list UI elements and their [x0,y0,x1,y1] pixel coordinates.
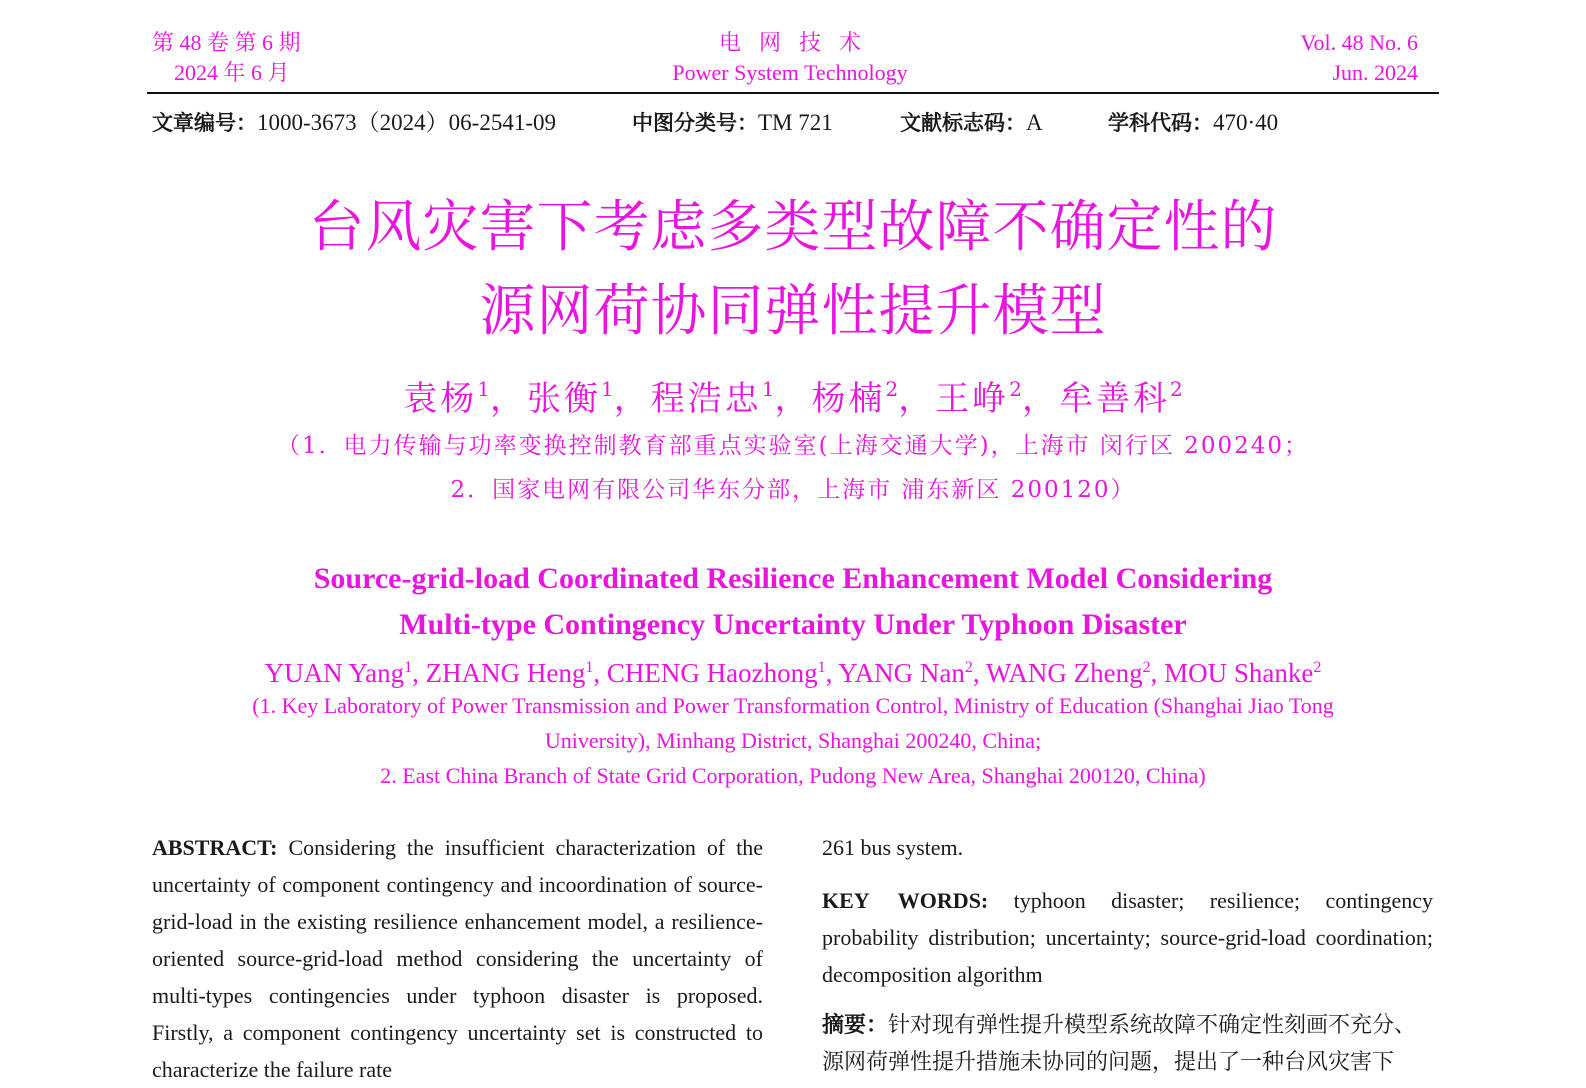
title-cn-line-1: 台风灾害下考虑多类型故障不确定性的 [308,195,1278,260]
abstract-continuation: 261 bus system. [822,835,964,860]
date-en: Jun. 2024 [1332,60,1418,85]
author-affiliation-mark: 1 [761,377,775,401]
author-name: WANG Zheng [985,658,1143,688]
keywords-text: typhoon disaster; resilience; contingency probability distribution; uncertainty; source-grid-load coordination; decomposition algorithm [822,888,1434,987]
article-number: 文章编号：1000-3673（2024）06-2541-09 [152,110,556,135]
affiliation-cn-line-2: 2．国家电网有限公司华东分部，上海市 浦东新区 200120） [450,477,1136,503]
author-affiliation-mark: 2 [1142,659,1151,676]
date-cn: 2024 年 6 月 [174,60,290,85]
keywords-en [822,882,1433,993]
paper-title-en [0,556,1586,648]
author-separator: ， [1021,379,1059,419]
volume-issue-cn: 第 48 卷 第 6 期 [152,30,301,55]
journal-name-cn: 电网技术 [718,30,879,55]
author-name: 袁杨 [403,379,478,419]
author-separator: , [593,658,607,688]
abstract-label: ABSTRACT: [152,835,278,860]
author-separator: ， [774,379,812,419]
header-rule [147,92,1439,94]
author-name: 张衡 [527,379,602,419]
abstract-cn-line-2: 源网荷弹性提升措施未协同的问题，提出了一种台风灾害下 [822,1050,1395,1075]
author-affiliation-mark: 1 [601,377,614,401]
author-name: 程浩忠 [650,379,762,419]
subject-code: 学科代码：470·40 [1108,110,1279,135]
abstract-cn-label: 摘要： [822,1013,889,1038]
title-cn-line-2: 源网荷协同弹性提升模型 [479,279,1107,344]
author-name: ZHANG Heng [425,658,586,688]
paper-title-cn [0,186,1586,354]
author-affiliation-mark: 2 [1313,659,1322,676]
author-name: 杨楠 [811,379,886,419]
author-affiliation-mark: 2 [964,659,973,676]
authors-cn [0,364,1586,424]
author-affiliation-mark: 1 [477,377,491,401]
author-affiliation-mark: 2 [1169,377,1183,401]
author-name: CHENG Haozhong [606,658,818,688]
journal-name-en: Power System Technology [672,60,908,85]
author-affiliation-mark: 2 [1009,377,1022,401]
author-name: YUAN Yang [264,658,405,688]
affiliations-cn [0,424,1586,512]
author-affiliation-mark: 1 [585,659,594,676]
right-column [822,829,1433,1081]
affiliation-en-line-2: University), Minhang District, Shanghai 200240, China; [544,728,1042,753]
affiliation-en-line-3: 2. East China Branch of State Grid Corporation, Pudong New Area, Shanghai 200120, China) [380,763,1206,788]
title-en-line-2: Multi-type Contingency Uncertainty Under Typhoon Disaster [399,608,1187,641]
document-code: 文献标志码：A [900,110,1043,135]
author-separator: ， [490,379,528,419]
affiliations-en [200,688,1386,793]
affiliation-en-line-1: (1. Key Laboratory of Power Transmission and Power Transformation Control, Ministry of Education (Shanghai Jiao Tong [252,693,1334,718]
author-separator: , [825,658,839,688]
author-separator: , [1150,658,1165,688]
author-separator: , [972,658,986,688]
keywords-label: KEY WORDS: [822,888,989,913]
running-header-right [1198,28,1418,88]
author-affiliation-mark: 1 [817,659,826,676]
running-header-center [620,28,960,88]
author-name: YANG Nan [838,658,965,688]
author-affiliation-mark: 2 [885,377,899,401]
title-en-line-1: Source-grid-load Coordinated Resilience Enhancement Model Considering [313,562,1273,595]
author-affiliation-mark: 1 [404,659,413,676]
clc-number: 中图分类号：TM 721 [632,110,833,135]
volume-issue-en: Vol. 48 No. 6 [1300,30,1418,55]
author-name: 王峥 [935,379,1010,419]
author-name: MOU Shanke [1164,658,1314,688]
running-header-left [152,28,412,88]
abstract-cn-line-1: 针对现有弹性提升模型系统故障不确定性刻画不充分、 [888,1013,1417,1038]
author-separator: ， [898,379,936,419]
author-separator: ， [613,379,651,419]
author-name: 牟善科 [1058,379,1170,419]
abstract-cn [822,1007,1433,1081]
author-separator: , [412,658,426,688]
affiliation-cn-line-1: （1．电力传输与功率变换控制教育部重点实验室(上海交通大学)，上海市 闵行区 200240； [276,433,1309,459]
abstract-en [152,829,763,1088]
authors-en [0,648,1586,693]
abstract-text: Considering the insufficient characterization of the uncertainty of component contingency and incoordination of source-grid-load in the existing resilience enhancement model, a resilience-oriented source-grid-load method considering the uncertainty of multi-types contingencies under typhoon disaster is proposed. Firstly, a component contingency uncertainty set is constructed to characterize the failure rate [152,835,763,1082]
